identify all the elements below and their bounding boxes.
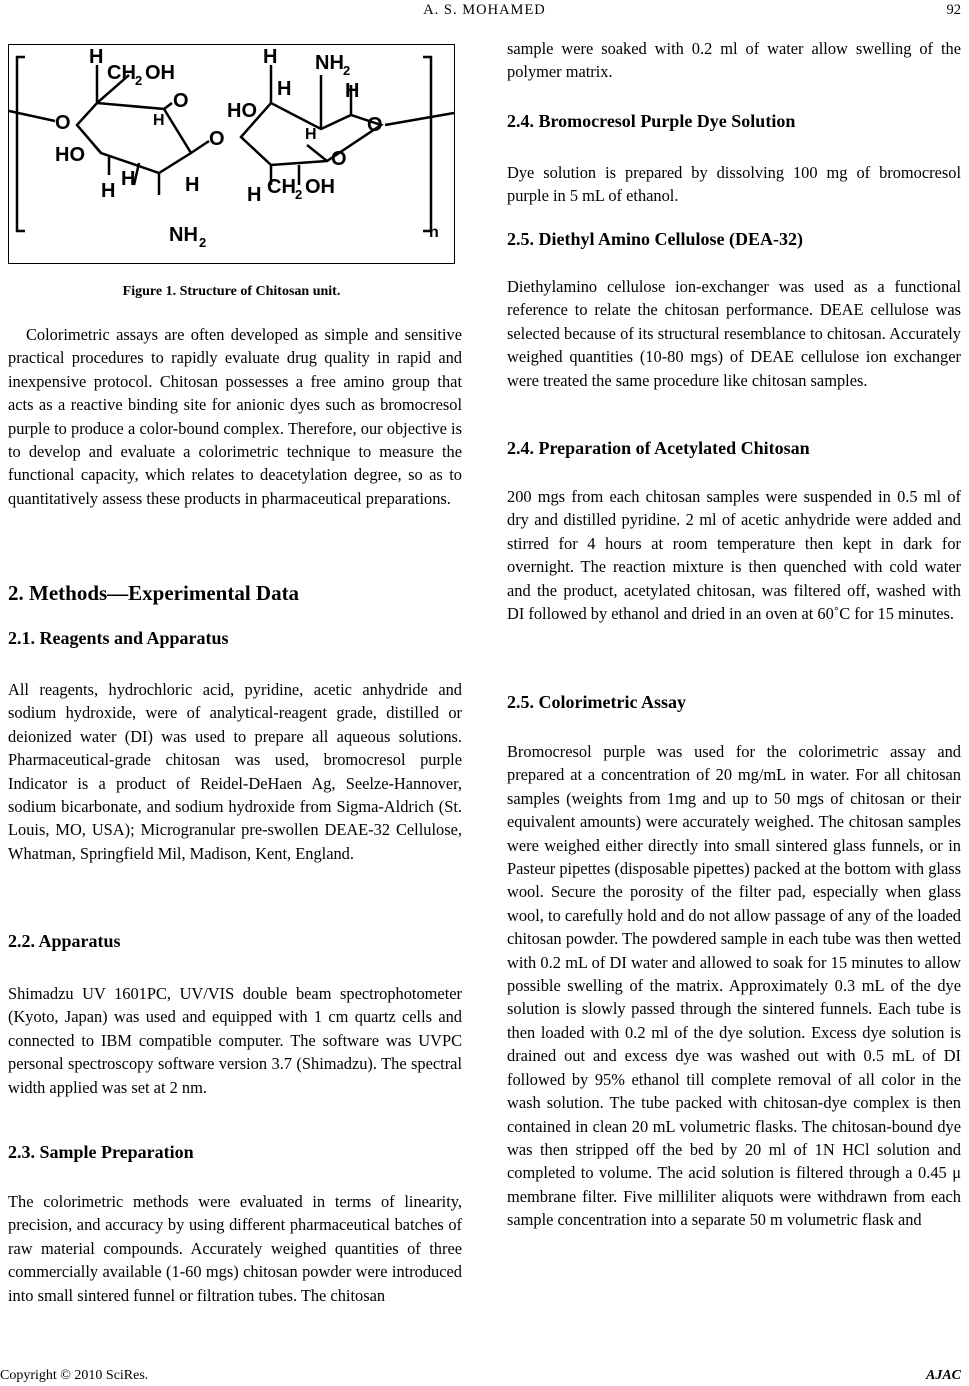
bond-right-out [385, 113, 454, 125]
atom-h-ring1-b3: H [185, 174, 200, 196]
atom-oh-bottom: OH [305, 176, 335, 198]
chitosan-structure-diagram [9, 45, 454, 263]
atom-o-ring2: O [331, 148, 347, 170]
atom-ch-top: CH [107, 62, 136, 84]
section-2-3-continued: sample were soaked with 0.2 ml of water allow swelling of the polymer matrix. [507, 39, 961, 82]
section-2-5-text: Diethylamino cellulose ion-exchanger was used as a functional reference to relate the chitosan performance. DEAE cellulose was selected because of its structural resemblance to chitosan. Accurately weighed quantities (10-80 mgs) of DEAE cellulose ion exchanger were treated the same procedure like chitosan samples. [507, 277, 961, 390]
section-2-5b-text: Bromocresol purple was used for the colorimetric assay and prepared at a concentration of 20 mg/mL in water. For all chitosan samples (weights from 1mg and up to 50 mgs of chitosan or their equivalent amounts) were accurately weighed. The chitosan samples were weighed either directly into small sintered glass funnels, or in Pasteur pipettes (disposable pipettes) packed at the bottom with glass wool. Secure the porosity of the filter pad, especially when glass wool, to carefully hold and do not allow passage of any of the loaded chitosan powder. The powdered sample in each tube was then wetted with 0.2 mL of DI water and allowed to soak for 15 minutes to allow possible swelling of the matrix. Approximately 0.3 mL of the dye solution is slowly passed through the sintered funnels. Each tube is then loaded with 0.2 ml of the dye solution. Excess dye solution is drained out and excess dye was washed out with 0.5 mL of DI followed by 95% ethanol till complete removal of all color in the wash solution. The tube packed with chitosan-dye complex is then contained in clean 20 mL volumetric flasks. The chitosan-bound dye was then stripped off the bed by 20 ml of 1N HCl solution and completed to volume. The acid solution is filtered through a 0.45 μ membrane filter. Five milliliter aliquots were withdrawn from each sample concentration into a separate 50 m volumetric flask and [507, 742, 961, 1230]
page-number: 92 [946, 2, 961, 18]
section-2-4-text: Dye solution is prepared by dissolving 100 mg of bromocresol purple in 5 mL of ethanol. [507, 163, 961, 206]
right-bracket [423, 57, 431, 231]
ring-1-bonds [77, 103, 191, 173]
section-2-2-text: Shimadzu UV 1601PC, UV/VIS double beam spectrophotometer (Kyoto, Japan) was used and equipped with 1 cm quartz cells and connected to IBM compatible computer. The software was UVPC personal spectroscopy software version 3.7 (Shimadzu). The spectral width applied was set at 2 nm. [8, 984, 462, 1097]
atom-h-ring2-top3: H [345, 80, 360, 102]
atom-nh-bottom: NH [169, 224, 198, 246]
journal-abbrev: AJAC [925, 1368, 961, 1383]
atom-nh-bottom-sub: 2 [199, 235, 207, 250]
section-2-5b-title: 2.5. Colorimetric Assay [507, 692, 686, 712]
section-2-4-title: 2.4. Bromocresol Purple Dye Solution [507, 111, 796, 131]
atom-o-ring1: O [173, 90, 189, 112]
intro-paragraph: Colorimetric assays are often developed as simple and sensitive practical procedures to rapidly evaluate drug quality in rapid and inexpensive protocol. Chitosan possesses a free amino group that acts as a reactive binding site for anionic dyes such as bromocresol purple to produce a color-bound complex. Therefore, our objective is to develop and evaluate a colorimetric technique to measure the functional capacity, which relates to deacetylation degree, so as to quantitatively assess these products in pharmaceutical preparations. [8, 325, 462, 508]
atom-o-bridge: O [209, 128, 225, 150]
copyright-notice: Copyright © 2010 SciRes. [0, 1368, 149, 1383]
atom-h-ring2-b1: H [247, 184, 262, 206]
atom-nh-top-sub: 2 [343, 63, 351, 78]
section-2-2-title: 2.2. Apparatus [8, 931, 121, 951]
atom-h-ring1-b1: H [101, 180, 116, 202]
atom-ch-top-sub: 2 [135, 73, 143, 88]
section-2-title: 2. Methods—Experimental Data [8, 581, 300, 605]
atom-ho-ring1: HO [55, 144, 85, 166]
figure-1-caption: Figure 1. Structure of Chitosan unit. [122, 284, 341, 299]
page-header [0, 2, 969, 24]
atom-nh-top: NH [315, 52, 344, 74]
atom-h-ring2-mid: H [305, 126, 317, 143]
atom-oh-top: OH [145, 62, 175, 84]
section-2-4b-text: 200 mgs from each chitosan samples were suspended in 0.5 ml of dry and distilled pyridine. 2 ml of acetic anhydride were added and stirred for 4 hours at room temperature then kept in dark for overnight. The reaction mixture is then quenched with cold water and the product, acetylated chitosan, was filtered off, washed with DI followed by ethanol and dried in an oven at 60˚C for 15 minutes. [507, 487, 961, 624]
section-2-4b-title: 2.4. Preparation of Acetylated Chitosan [507, 438, 810, 458]
atom-ch-bottom-sub: 2 [295, 187, 303, 202]
figure-1-frame [8, 44, 455, 264]
section-2-1-text: All reagents, hydrochloric acid, pyridine, acetic anhydride and sodium hydroxide, were of analytical-reagent grade, distilled or deionized water (DI) was used to prepare all aqueous solutions. Pharmaceutical-grade chitosan was used, bromocresol purple Indicator is a product of Reidel-DeHaen Ag, Seelze-Hannover, sodium bicarbonate, and sodium hydroxide from Sigma-Aldrich (St. Louis, MO, USA); Microgranular pre-swollen DEAE-32 Cellulose, Whatman, Springfield Mil, Madison, Kent, England. [8, 680, 462, 863]
left-bracket [17, 57, 25, 231]
section-2-1-title: 2.1. Reagents and Apparatus [8, 628, 229, 648]
atom-h-ring1: H [153, 112, 165, 129]
section-2-3-title: 2.3. Sample Preparation [8, 1142, 194, 1162]
atom-o-left: O [55, 112, 71, 134]
atom-h-ring2-top1: H [263, 46, 278, 68]
atom-h-ring2-top2: H [277, 78, 292, 100]
atom-h-top-left: H [89, 46, 104, 68]
atom-ch-bottom: CH [267, 176, 296, 198]
running-head-author: A. S. MOHAMED [423, 2, 546, 18]
section-2-5-title: 2.5. Diethyl Amino Cellulose (DEA-32) [507, 229, 803, 249]
atom-h-ring1-b2: H [121, 168, 136, 190]
atom-o-right: O [367, 114, 383, 136]
section-2-3-text: The colorimetric methods were evaluated in terms of linearity, precision, and accuracy by using different pharmaceutical batches of raw material compounds. Accurately weighed quantities of three commercially available (1-60 mgs) chitosan powder were introduced into small sintered funnel or filtration tubes. The chitosan [8, 1192, 462, 1305]
atom-ho-ring2: HO [227, 100, 257, 122]
repeat-n-label: n [429, 224, 439, 241]
